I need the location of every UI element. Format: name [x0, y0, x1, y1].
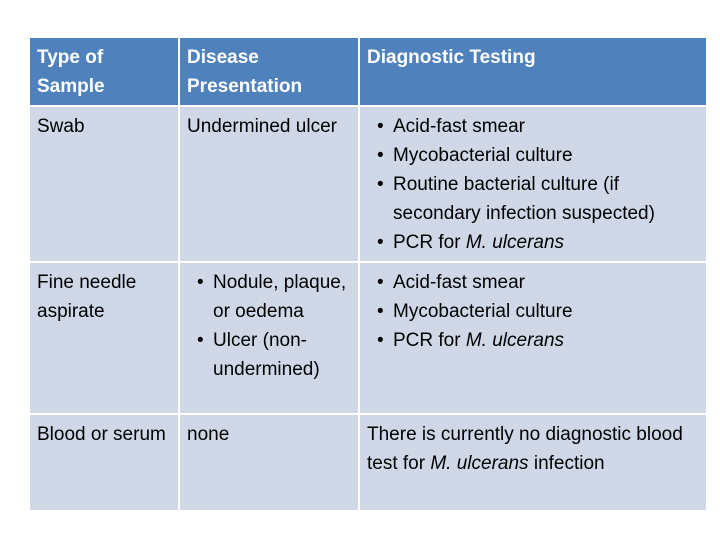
organism-name: M. ulcerans — [465, 330, 565, 351]
testing-cell — [359, 106, 707, 262]
list-item — [367, 112, 699, 141]
organism-name: M. ulcerans — [465, 232, 565, 253]
list-item-text: Mycobacterial culture — [393, 145, 573, 166]
presentation-list — [187, 268, 351, 384]
header-diagnostic-testing: Diagnostic Testing — [359, 37, 707, 106]
diagnostic-table — [28, 36, 708, 512]
bullet-icon: • — [377, 330, 384, 351]
testing-list — [367, 268, 699, 355]
testing-list — [367, 112, 699, 257]
presentation-cell: Undermined ulcer — [179, 106, 359, 262]
bullet-icon: • — [197, 272, 204, 293]
testing-cell — [359, 414, 707, 511]
list-item-text: PCR for — [393, 232, 466, 253]
list-item-text: PCR for — [393, 330, 466, 351]
list-item — [187, 326, 351, 384]
header-type-of-sample: Type of Sample — [29, 37, 179, 106]
list-item — [367, 297, 699, 326]
list-item-text: Routine bacterial culture (if secondary infection suspected) — [393, 174, 655, 224]
table-row — [29, 414, 707, 511]
testing-text: There is currently no diagnostic blood test for — [367, 424, 683, 474]
organism-name: M. ulcerans — [430, 453, 529, 474]
header-disease-presentation: Disease Presentation — [179, 37, 359, 106]
list-item — [367, 268, 699, 297]
table-row — [29, 106, 707, 262]
testing-cell — [359, 262, 707, 414]
bullet-icon: • — [377, 301, 384, 322]
sample-cell: Swab — [29, 106, 179, 262]
list-item — [187, 268, 351, 326]
list-item — [367, 228, 699, 257]
presentation-cell: none — [179, 414, 359, 511]
list-item — [367, 326, 699, 355]
testing-text-suffix: infection — [528, 453, 605, 474]
header-row — [29, 37, 707, 106]
list-item-text: Nodule, plaque, or oedema — [213, 272, 347, 322]
bullet-icon: • — [377, 232, 384, 253]
bullet-icon: • — [377, 145, 384, 166]
list-item-text: Acid-fast smear — [393, 116, 525, 137]
list-item-text: Ulcer (non-undermined) — [213, 330, 320, 380]
list-item — [367, 170, 699, 228]
list-item-text: Acid-fast smear — [393, 272, 525, 293]
bullet-icon: • — [197, 330, 204, 351]
bullet-icon: • — [377, 272, 384, 293]
bullet-icon: • — [377, 174, 384, 195]
sample-cell: Blood or serum — [29, 414, 179, 511]
list-item — [367, 141, 699, 170]
presentation-cell — [179, 262, 359, 414]
bullet-icon: • — [377, 116, 384, 137]
sample-cell: Fine needle aspirate — [29, 262, 179, 414]
table-row — [29, 262, 707, 414]
list-item-text: Mycobacterial culture — [393, 301, 573, 322]
